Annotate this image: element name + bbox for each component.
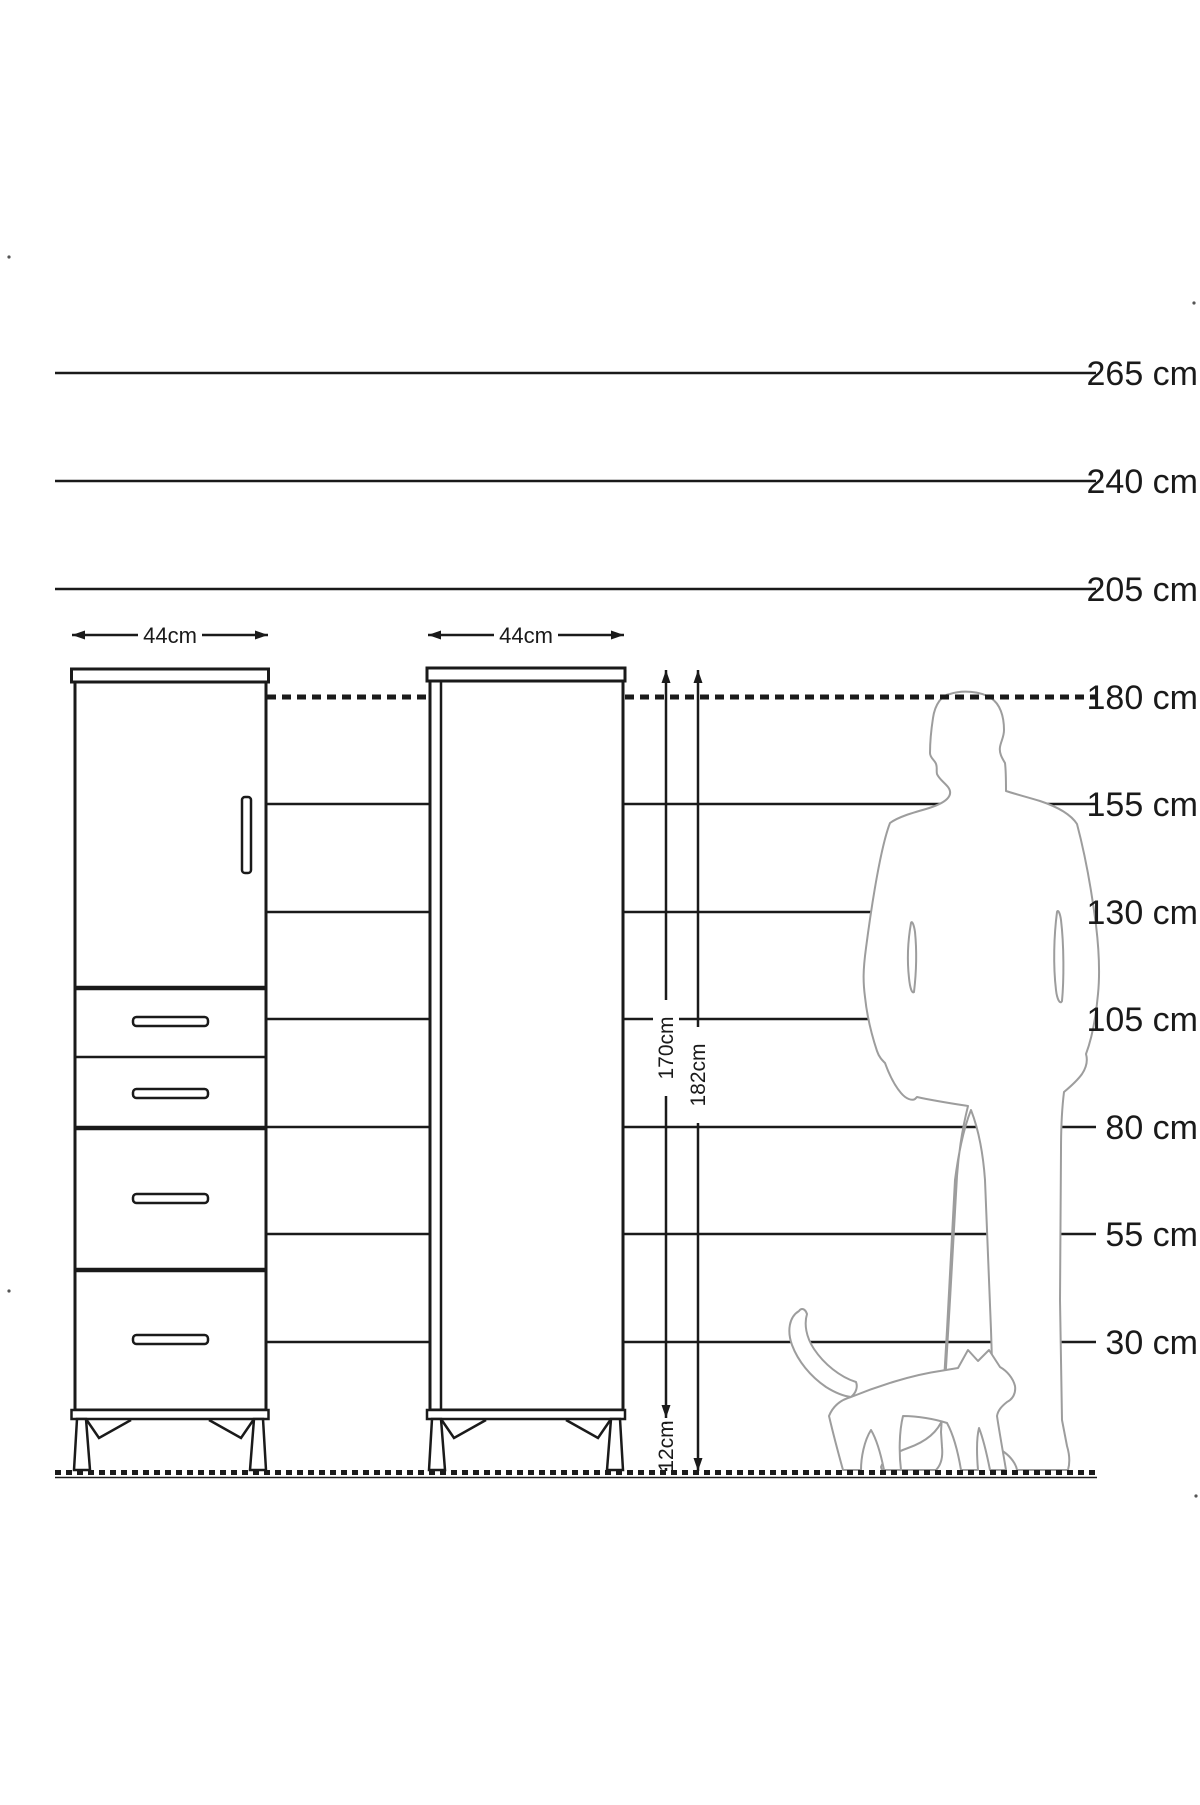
drawer-handle-2[interactable] xyxy=(133,1089,208,1098)
height-label-105: 105 cm xyxy=(1086,1001,1198,1039)
drawer-handle-3[interactable] xyxy=(133,1194,208,1203)
dim-label-12: 12cm xyxy=(655,1420,678,1472)
man-outline xyxy=(864,692,1099,1470)
cabinet-left-width-label: 44cm xyxy=(143,623,197,648)
cabinet-left-plinth xyxy=(72,1410,269,1419)
arrow-up-icon xyxy=(662,670,671,683)
height-label-180: 180 cm xyxy=(1086,679,1198,717)
cabinet-left-door-handle[interactable] xyxy=(242,797,251,873)
height-label-80: 80 cm xyxy=(1105,1109,1198,1147)
cabinet-right-width-dimension xyxy=(428,621,624,648)
arrow-up-icon xyxy=(694,670,703,683)
cabinet-right xyxy=(427,621,625,1470)
height-labels xyxy=(1087,355,1199,1362)
height-label-240: 240 cm xyxy=(1086,463,1198,501)
cabinet-right-leg-brace-right xyxy=(566,1419,611,1438)
cabinet-left-legs xyxy=(74,1419,266,1470)
height-label-155: 155 cm xyxy=(1086,786,1198,824)
height-label-30: 30 cm xyxy=(1105,1324,1198,1362)
arrow-right-icon xyxy=(255,631,268,640)
cabinet-right-leg-front-left xyxy=(429,1419,445,1470)
arrow-down-icon xyxy=(662,1405,671,1418)
vertical-dimensions xyxy=(653,670,711,1472)
cabinet-right-top-board xyxy=(427,668,625,681)
cabinet-left-leg-brace-left xyxy=(86,1419,131,1438)
cabinet-left-top-board xyxy=(72,669,269,682)
speck xyxy=(7,255,10,258)
cabinet-right-plinth xyxy=(427,1410,625,1419)
cabinet-left-leg-brace-right xyxy=(209,1419,254,1438)
speck xyxy=(7,1289,10,1292)
arrow-right-icon xyxy=(611,631,624,640)
dim-label-170: 170cm xyxy=(655,1016,678,1080)
speck xyxy=(1194,1494,1197,1497)
height-label-55: 55 cm xyxy=(1105,1216,1198,1254)
drawer-handle-4[interactable] xyxy=(133,1335,208,1344)
cabinet-left-width-dimension xyxy=(72,621,268,648)
cabinet-right-body xyxy=(430,681,623,1410)
man-silhouette xyxy=(864,692,1099,1470)
cabinet-left-leg-front-left xyxy=(74,1419,90,1470)
cabinet-right-legs xyxy=(429,1419,623,1470)
height-label-265: 265 cm xyxy=(1086,355,1198,393)
dim-label-182: 182cm xyxy=(687,1043,710,1107)
cabinet-right-leg-brace-left xyxy=(441,1419,486,1438)
height-label-130: 130 cm xyxy=(1086,894,1198,932)
arrow-left-icon xyxy=(428,631,441,640)
cabinet-right-leg-front-right xyxy=(607,1419,623,1470)
arrow-down-icon xyxy=(694,1458,703,1471)
speck xyxy=(1192,301,1195,304)
height-reference-lines-long xyxy=(55,373,1096,589)
cat-silhouette xyxy=(789,1309,1015,1470)
arrow-left-icon xyxy=(72,631,85,640)
cabinet-left-body xyxy=(75,682,266,1410)
cabinet-left-leg-front-right xyxy=(250,1419,266,1470)
ground-line xyxy=(55,1473,1097,1478)
height-label-205: 205 cm xyxy=(1086,571,1198,609)
drawer-handle-1[interactable] xyxy=(133,1017,208,1026)
cabinet-right-width-label: 44cm xyxy=(499,623,553,648)
cabinet-left xyxy=(72,621,269,1470)
cat-tail xyxy=(789,1309,856,1397)
